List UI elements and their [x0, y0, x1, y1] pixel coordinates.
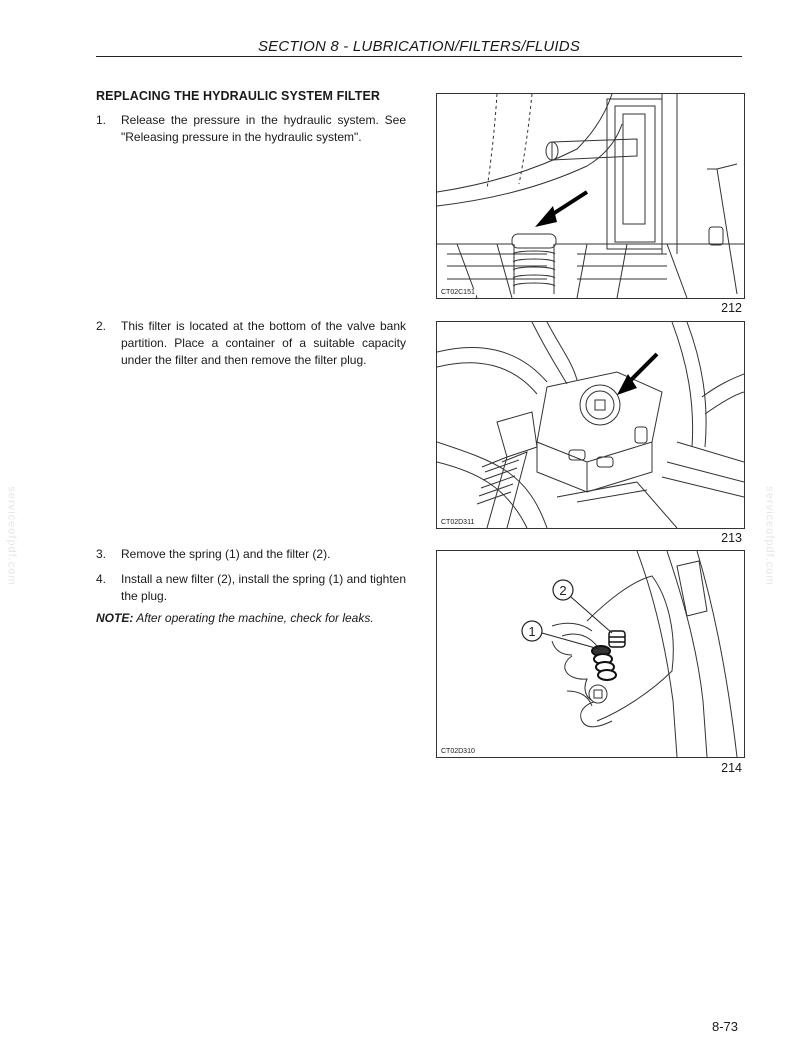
note	[96, 610, 406, 627]
filter-part	[609, 631, 625, 647]
step-number: 1.	[96, 113, 107, 127]
watermark-left: serviceofpdf.com	[5, 486, 18, 586]
figure-code: CT02D311	[441, 519, 475, 526]
step-text: Install a new filter (2), install the spring (1) and tighten the plug.	[121, 572, 406, 603]
spring-part	[592, 646, 616, 680]
step-4	[96, 571, 406, 605]
note-label: NOTE:	[96, 611, 134, 625]
header-rule	[96, 56, 742, 57]
step-text: This filter is located at the bottom of the valve bank partition. Place a container of a suitable capacity under the filter and then remove the filter plug.	[121, 319, 406, 367]
valve-bank-filter-plug-drawing	[437, 322, 744, 528]
step-3	[96, 546, 406, 563]
figure-number: 212	[721, 301, 742, 315]
hydraulic-filter-location-drawing	[437, 94, 744, 298]
plug-part	[589, 685, 607, 703]
figure-code: CT02C151	[441, 289, 475, 296]
figure-code: CT02D310	[441, 748, 475, 755]
callout-label-1: 1	[528, 624, 536, 639]
figure-214-illustration	[436, 550, 745, 758]
note-text: After operating the machine, check for leaks.	[136, 611, 374, 625]
figure-212-illustration	[436, 93, 745, 299]
figure-number: 213	[721, 531, 742, 545]
step-number: 2.	[96, 319, 107, 333]
watermark-right: serviceofpdf.com	[763, 486, 776, 586]
step-2	[96, 318, 406, 369]
procedure-title: REPLACING THE HYDRAULIC SYSTEM FILTER	[96, 89, 381, 103]
step-text: Remove the spring (1) and the filter (2).	[121, 547, 331, 561]
figure-number: 214	[721, 761, 742, 775]
step-1	[96, 112, 406, 146]
step-number: 4.	[96, 572, 107, 586]
spring-and-filter-in-hand-drawing	[437, 551, 744, 757]
page-number: 8-73	[711, 1019, 738, 1034]
step-number: 3.	[96, 547, 107, 561]
pointer-arrow	[535, 192, 587, 227]
section-header: SECTION 8 - LUBRICATION/FILTERS/FLUIDS	[257, 38, 581, 55]
callout-label-2: 2	[559, 583, 567, 598]
figure-213-illustration	[436, 321, 745, 529]
step-text: Release the pressure in the hydraulic system. See "Releasing pressure in the hydraulic system".	[121, 113, 406, 144]
